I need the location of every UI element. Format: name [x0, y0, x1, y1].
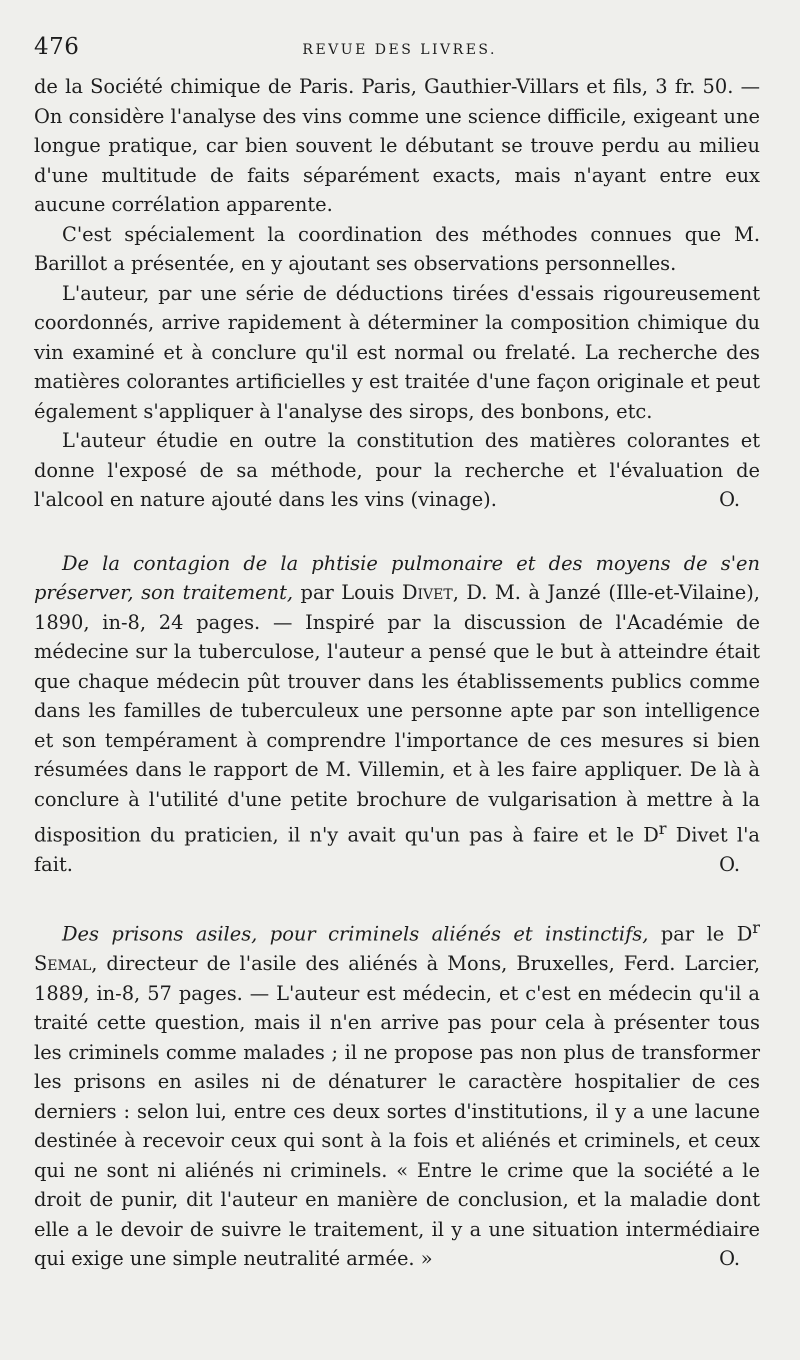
review-body: , D. M. à Janzé (Ille-et-Vilaine), 1890, in-8, 24 pages. — Inspiré par la discussion de l'Académie de médecine sur la tuberculose, l'auteur a pensé que le but à atteindre était que chaque médecin pût trouver dans les établissements publics comme dans les familles de tuberculeux une personne apte par son intelligence et son tempérament à comprendre l'importance de ces mesures si bien résumées dans le rapport de M. Villemin, et à les faire appliquer. De là à conclure à l'utilité d'une petite brochure de vulgarisation à mettre à la disposition du praticien, il n'y avait qu'un pas à faire et le D: [34, 581, 760, 847]
review-wine-analysis: [34, 72, 760, 515]
reviewer-signature: O.: [719, 852, 740, 876]
doctor-abbrev: r: [658, 819, 667, 838]
review-paragraph: [34, 549, 760, 880]
doctor-abbrev: r: [752, 918, 761, 938]
byline: par le D: [660, 922, 753, 946]
review-paragraph: [34, 72, 760, 220]
book-title: De la contagion de la phtisie pulmonaire et des moyens de s'en préserver, son traitement,: [34, 551, 760, 604]
running-title: REVUE DES LIVRES.: [302, 42, 497, 58]
review-phtisie: [34, 549, 760, 880]
review-paragraph: [34, 913, 760, 1273]
review-prisons: [34, 913, 760, 1273]
author-name: Divet: [401, 581, 453, 604]
reviewer-signature: O.: [719, 1247, 740, 1271]
paragraph-text: L'auteur, par une série de déductions tirées d'essais rigoureusement coordonnés, arrive rapidement à déterminer la composition chimique du vin examiné et à conclure qu'il est normal ou frelaté. La recherche des matières colorantes artificielles y est traitée d'une façon originale et peut également s'appliquer à l'analyse des sirops, des bonbons, etc.: [34, 281, 760, 423]
byline: par Louis: [300, 581, 395, 604]
review-tail: Divet l'a fait.: [34, 823, 760, 876]
paragraph-text: de la Société chimique de Paris. Paris, Gauthier-Villars et fils, 3 fr. 50. — On considère l'analyse des vins comme une science difficile, exigeant une longue pratique, car bien souvent le débutant se trouve perdu au milieu d'une multitude de faits séparément exacts, mais n'ayant entre eux aucune corrélation apparente.: [34, 75, 760, 216]
review-paragraph: [34, 279, 760, 427]
paragraph-text: C'est spécialement la coordination des méthodes connues que M. Barillot a présentée, en y ajoutant ses observations personnelles.: [34, 222, 760, 275]
review-paragraph: [34, 220, 760, 279]
review-body: , directeur de l'asile des aliénés à Mons, Bruxelles, Ferd. Larcier, 1889, in-8, 57 pages. — L'auteur est médecin, et c'est en médecin qu'il a traité cette question, mais il n'en arrive pas pour cela à présenter tous les criminels comme malades ; il ne propose pas non plus de transformer les prisons en asiles ni de dénaturer le caractère hospitalier de ces derniers : selon lui, entre ces deux sortes d'institutions, il y a une lacune destinée à recevoir ceux qui sont à la fois et aliénés et criminels, et ceux qui ne sont ni aliénés ni criminels. « Entre le crime que la société a le droit de punir, dit l'auteur en manière de conclusion, et la maladie dont elle a le devoir de suivre le traitement, il y a une situation intermédiaire qui exige une simple neutralité armée. »: [34, 952, 760, 1271]
reviewer-signature: O.: [719, 488, 740, 511]
page-header: [34, 34, 760, 72]
page-number: 476: [34, 34, 80, 60]
book-title: Des prisons asiles, pour criminels aliénés et instinctifs,: [62, 922, 649, 946]
paragraph-text: L'auteur étudie en outre la constitution des matières colorantes et donne l'exposé de sa méthode, pour la recherche et l'évaluation de l'alcool en nature ajouté dans les vins (vinage).: [34, 429, 760, 511]
author-name: Semal: [34, 952, 92, 976]
review-paragraph: [34, 426, 760, 515]
